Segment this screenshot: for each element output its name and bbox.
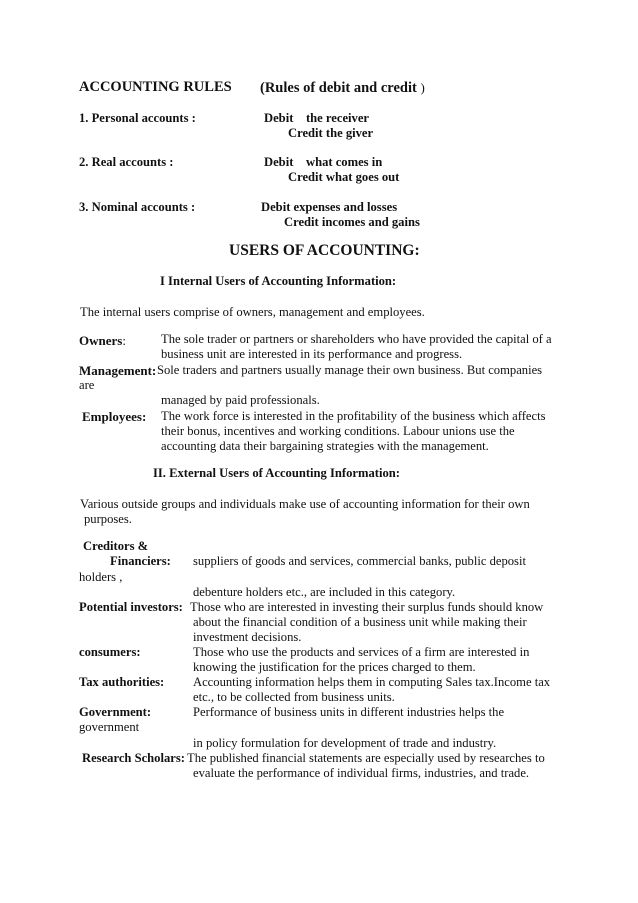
creditors-text-1: suppliers of goods and services, commercial banks, public deposit (193, 554, 526, 568)
tax-text-1: Accounting information helps them in computing Sales tax.Income tax (193, 675, 551, 689)
investors-text-1: Those who are interested in investing their surplus funds should know (190, 600, 544, 614)
rule-debit-real: Debit what comes in (264, 155, 383, 169)
rule-credit-personal: Credit the giver (288, 126, 374, 140)
internal-intro: The internal users comprise of owners, management and employees. (80, 305, 425, 319)
employees-text-1: The work force is interested in the profitability of the business which affects (161, 409, 546, 423)
research-label: Research Scholars: (82, 751, 185, 765)
government-text-1b: government (79, 720, 140, 734)
users-heading: USERS OF ACCOUNTING: (229, 242, 420, 259)
owners-text-1: The sole trader or partners or shareholders who have provided the capital of a (161, 332, 552, 346)
rule-credit-real: Credit what goes out (288, 170, 400, 184)
employees-label: Employees: (82, 409, 147, 424)
owners-label-colon: : (122, 333, 126, 348)
consumers-label: consumers: (79, 645, 141, 659)
creditors-text-1b: holders , (79, 570, 123, 584)
management-text-1: Sole traders and partners usually manage their own business. But companies (157, 363, 543, 377)
owners-label (79, 333, 126, 349)
rule-label-personal: 1. Personal accounts : (79, 111, 196, 125)
employees-text-2: their bonus, incentives and working conditions. Labour unions use the (161, 424, 515, 438)
tax-text-2: etc., to be collected from business units. (193, 690, 395, 704)
tax-label: Tax authorities: (79, 675, 165, 689)
rule-credit-nominal: Credit incomes and gains (284, 215, 420, 229)
internal-heading: I Internal Users of Accounting Information: (160, 274, 397, 288)
investors-text-2: about the financial condition of a business unit while making their (193, 615, 527, 629)
rule-label-real: 2. Real accounts : (79, 155, 174, 169)
consumers-text-1: Those who use the products and services of a firm are interested in (193, 645, 530, 659)
rule-debit-personal: Debit the receiver (264, 111, 370, 125)
management-text-1b: are (79, 378, 95, 392)
rule-label-nominal: 3. Nominal accounts : (79, 200, 196, 214)
owners-label-text: Owners (79, 333, 123, 348)
page-title: ACCOUNTING RULES (79, 79, 232, 95)
management-label: Management: (79, 363, 157, 378)
investors-label: Potential investors: (79, 600, 183, 614)
external-intro-2: purposes. (84, 512, 132, 526)
employees-text-3: accounting data their bargaining strategies with the management. (161, 439, 489, 453)
external-intro-1: Various outside groups and individuals make use of accounting information for their own (80, 497, 530, 511)
consumers-text-2: knowing the justification for the prices charged to them. (193, 660, 476, 674)
creditors-label-2: Financiers: (110, 554, 171, 568)
government-text-2: in policy formulation for development of trade and industry. (193, 736, 497, 750)
owners-text-2: business unit are interested in its performance and progress. (161, 347, 463, 361)
research-text-1: The published financial statements are especially used by researches to (187, 751, 545, 765)
page-subtitle (260, 80, 425, 96)
management-text-2: managed by paid professionals. (161, 393, 320, 407)
investors-text-3: investment decisions. (193, 630, 302, 644)
government-text-1: Performance of business units in different industries helps the (193, 705, 505, 719)
research-text-2: evaluate the performance of individual firms, industries, and trade. (193, 766, 530, 780)
external-heading: II. External Users of Accounting Information: (153, 466, 400, 480)
subtitle-text: (Rules of debit and credit (260, 80, 421, 96)
subtitle-paren: ) (420, 80, 425, 95)
government-label: Government: (79, 705, 152, 719)
creditors-text-2: debenture holders etc., are included in this category. (193, 585, 456, 599)
rule-debit-nominal: Debit expenses and losses (261, 200, 398, 214)
creditors-label-1: Creditors & (83, 539, 149, 553)
